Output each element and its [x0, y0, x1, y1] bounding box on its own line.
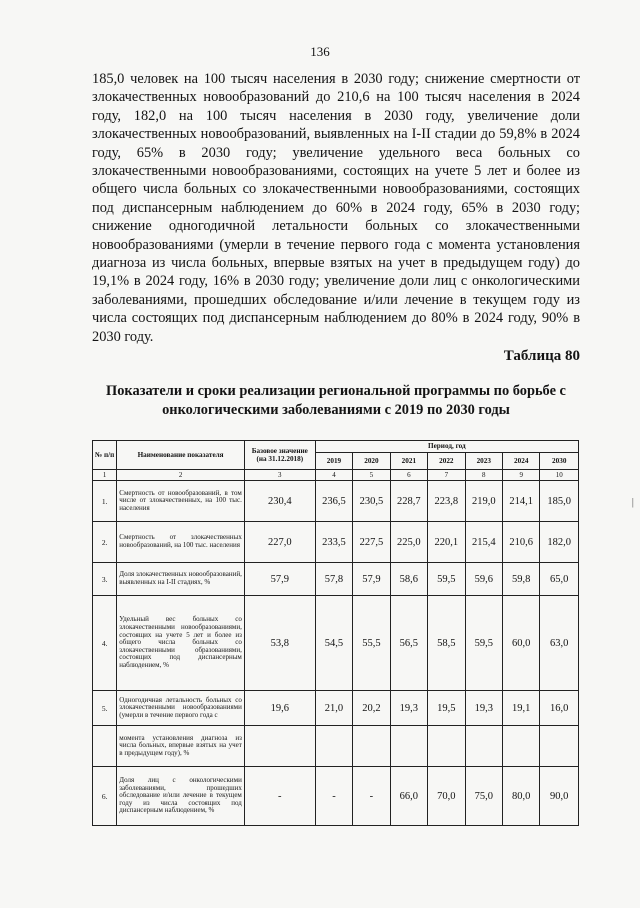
base-value: 19,6: [244, 691, 315, 726]
row-number: 6.: [93, 767, 117, 826]
year-value: 19,3: [465, 691, 502, 726]
row-number: [93, 726, 117, 767]
year-value: 70,0: [428, 767, 465, 826]
year-value: [465, 726, 502, 767]
base-value: 230,4: [244, 481, 315, 522]
header-year: 2023: [465, 453, 502, 470]
table-label: Таблица 80: [503, 348, 580, 364]
column-number: 6: [390, 470, 427, 481]
year-value: 16,0: [540, 691, 579, 726]
indicators-table: [92, 440, 579, 826]
year-value: 19,5: [428, 691, 465, 726]
indicator-name: момента установления диагноза из числа больных, впервые взятых на учет в предыдущем году), %: [117, 726, 245, 767]
year-value: 214,1: [503, 481, 540, 522]
year-value: 225,0: [390, 522, 427, 563]
row-number: 5.: [93, 691, 117, 726]
year-value: 60,0: [503, 596, 540, 691]
header-num: № п/п: [93, 441, 117, 470]
column-number: 9: [503, 470, 540, 481]
table-row: [93, 481, 579, 522]
table-row: [93, 522, 579, 563]
year-value: 80,0: [503, 767, 540, 826]
year-value: -: [315, 767, 352, 826]
column-number: 4: [315, 470, 352, 481]
column-number: 3: [244, 470, 315, 481]
year-value: 66,0: [390, 767, 427, 826]
year-value: 236,5: [315, 481, 352, 522]
year-value: 20,2: [353, 691, 390, 726]
header-base: Базовое значение (на 31.12.2018): [244, 441, 315, 470]
column-number: 2: [117, 470, 245, 481]
year-value: [540, 726, 579, 767]
year-value: 56,5: [390, 596, 427, 691]
indicator-name: Доля лиц с онкологическими заболеваниями, прошедших обследование и/или лечение в текущем году из числа состоящих под диспансерным наблюдением, %: [117, 767, 245, 826]
year-value: [428, 726, 465, 767]
year-value: 233,5: [315, 522, 352, 563]
body-paragraph: 185,0 человек на 100 тысяч населения в 2030 году; снижение смертности от злокачественных новообразований до 210,6 на 100 тысяч населения в 2024 году, 182,0 на 100 тысяч населения в 2030 году, увеличение доли злокачественных новообразований, выявленных на I-II стадии до 59,8% в 2024 году, 65% в 2030 году; увеличение удельного веса больных со злокачественными новообразованиями, состоящих на учете 5 лет и более из общего числа больных со злокачественными новообразованиями, состоящих под диспансерным наблюдением до 60% в 2024 году, 65% в 2030 году; снижение одногодичной летальности больных со злокачественными новообразованиями (умерли в течение первого года с момента установления диагноза из числа больных, впервые взятых на учет в предыдущем году) до 19,1% в 2024 году, 16% в 2030 году; увеличение доли лиц с онкологическими заболеваниями, прошедших обследование и/или лечение в текущем году из числа состоящих под диспансерным наблюдением до 80% в 2024 году, 90% в 2030 году.: [92, 71, 580, 345]
indicator-name: Удельный вес больных со злокачественными новообразованиями, состоящих на учете 5 лет и более из общего числа больных со злокачественными образованиями, состоящих под диспансерным наблюдением, %: [117, 596, 245, 691]
base-value: 227,0: [244, 522, 315, 563]
base-value: -: [244, 767, 315, 826]
year-value: 185,0: [540, 481, 579, 522]
header-year: 2020: [353, 453, 390, 470]
base-value: 57,9: [244, 563, 315, 596]
row-number: 3.: [93, 563, 117, 596]
year-value: 90,0: [540, 767, 579, 826]
year-value: [503, 726, 540, 767]
column-number: 8: [465, 470, 502, 481]
year-value: [353, 726, 390, 767]
year-value: 223,8: [428, 481, 465, 522]
year-value: 75,0: [465, 767, 502, 826]
year-value: 227,5: [353, 522, 390, 563]
indicator-name: Смертность от новообразований, в том числе от злокачественных, на 100 тыс. населения: [117, 481, 245, 522]
year-value: 58,6: [390, 563, 427, 596]
table-row: [93, 726, 579, 767]
year-value: 57,8: [315, 563, 352, 596]
year-value: 228,7: [390, 481, 427, 522]
row-number: 1.: [93, 481, 117, 522]
table-title: Показатели и сроки реализации региональной программы по борьбе с онкологическими заболеваниями с 2019 по 2030 годы: [106, 383, 566, 418]
year-value: 54,5: [315, 596, 352, 691]
year-value: 182,0: [540, 522, 579, 563]
year-value: [390, 726, 427, 767]
row-number: 2.: [93, 522, 117, 563]
indicator-name: Смертность от злокачественных новообразований, на 100 тыс. населения: [117, 522, 245, 563]
year-value: 65,0: [540, 563, 579, 596]
year-value: 220,1: [428, 522, 465, 563]
year-value: 59,5: [428, 563, 465, 596]
table-row: [93, 767, 579, 826]
year-value: 219,0: [465, 481, 502, 522]
header-year: 2019: [315, 453, 352, 470]
base-value: 53,8: [244, 596, 315, 691]
header-year: 2024: [503, 453, 540, 470]
column-number-row: [93, 470, 579, 481]
column-number: 1: [93, 470, 117, 481]
indicator-name: Доля злокачественных новообразований, выявленных на I-II стадиях, %: [117, 563, 245, 596]
page-number: 136: [310, 44, 330, 59]
year-value: 215,4: [465, 522, 502, 563]
column-number: 7: [428, 470, 465, 481]
base-value: [244, 726, 315, 767]
year-value: -: [353, 767, 390, 826]
column-number: 5: [353, 470, 390, 481]
table-row: [93, 596, 579, 691]
year-value: 59,8: [503, 563, 540, 596]
year-value: 57,9: [353, 563, 390, 596]
year-value: 210,6: [503, 522, 540, 563]
header-name: Наименование показателя: [117, 441, 245, 470]
indicator-name: Одногодичная летальность больных со злокачественными новообразованиями (умерли в течение первого года с: [117, 691, 245, 726]
year-value: [315, 726, 352, 767]
column-number: 10: [540, 470, 579, 481]
year-value: 55,5: [353, 596, 390, 691]
year-value: 230,5: [353, 481, 390, 522]
year-value: 58,5: [428, 596, 465, 691]
table-row: [93, 691, 579, 726]
header-year: 2030: [540, 453, 579, 470]
table-header-row: [93, 441, 579, 453]
year-value: 19,3: [390, 691, 427, 726]
header-year: 2022: [428, 453, 465, 470]
year-value: 63,0: [540, 596, 579, 691]
year-value: 59,5: [465, 596, 502, 691]
table-row: [93, 563, 579, 596]
year-value: 19,1: [503, 691, 540, 726]
margin-mark: |: [631, 496, 634, 508]
row-number: 4.: [93, 596, 117, 691]
year-value: 21,0: [315, 691, 352, 726]
year-value: 59,6: [465, 563, 502, 596]
header-year: 2021: [390, 453, 427, 470]
header-period: Период, год: [315, 441, 578, 453]
